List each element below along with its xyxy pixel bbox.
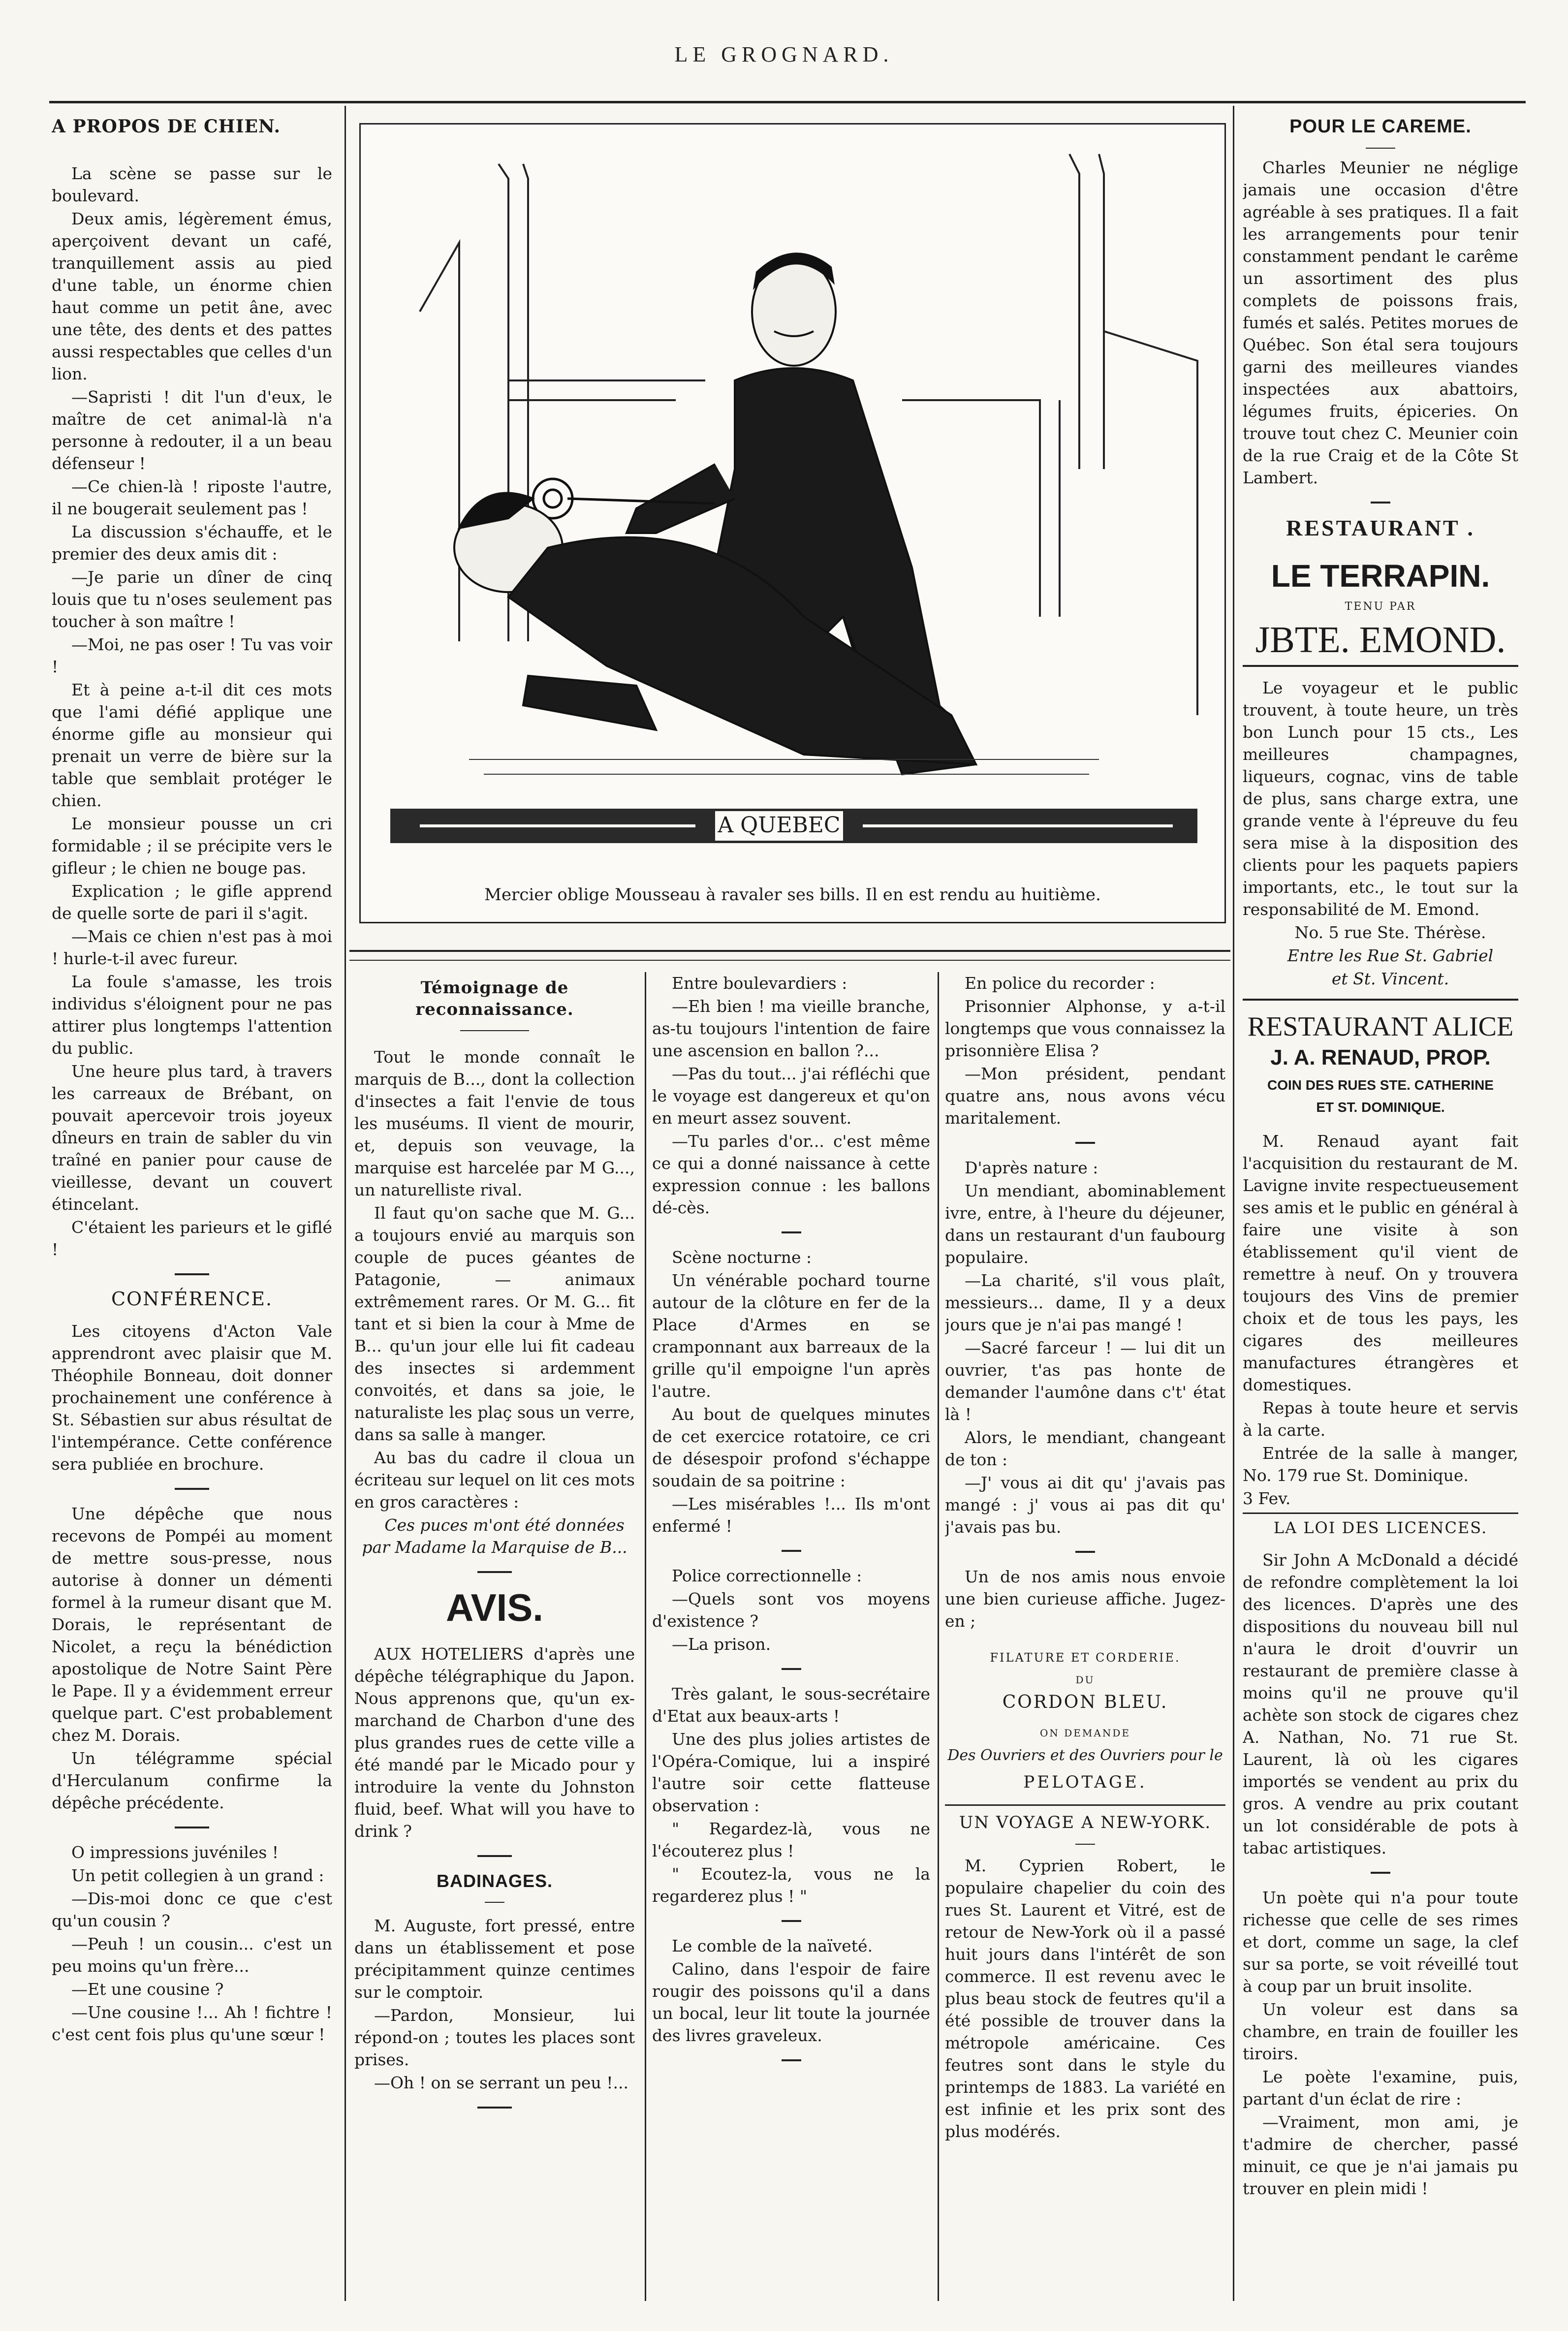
paragraph: Les citoyens d'Acton Vale apprendront avec plaisir que M. Théophile Bonneau, doit donner prochainement une conférence à St. Sébastien sur abus résultat de l'intempérance. Cette conférence sera publiée en brochure. <box>52 1322 332 1474</box>
paragraph: —J' vous ai dit qu' j'avais pas mangé : j' vous ai pas dit qu' j'avais pas bu. <box>945 1473 1225 1537</box>
article-title-badinages: BADINAGES. <box>436 1870 553 1891</box>
section-divider <box>1075 1844 1095 1845</box>
column-1 <box>52 111 332 2306</box>
alice-owner: J. A. RENAUD, PROP. <box>1270 1045 1491 1070</box>
paragraph: —Oh ! on se serrant un peu !... <box>374 2073 628 2092</box>
illustration-bottom-rule <box>349 960 1230 961</box>
paragraph: —Quels sont vos moyens d'existence ? <box>652 1589 930 1631</box>
article-title-careme: POUR LE CAREME. <box>1289 116 1472 137</box>
section-divider <box>782 2059 801 2061</box>
alice-name: RESTAURANT ALICE <box>1247 1011 1514 1042</box>
column-4 <box>945 972 1225 2301</box>
article-a-propos <box>52 162 332 1260</box>
paragraph: Un voleur est dans sa chambre, en train de fouiller les tiroirs. <box>1243 2000 1518 2064</box>
article-title-licences: LA LOI DES LICENCES. <box>1273 1518 1488 1538</box>
paragraph: Entre boulevardiers : <box>672 974 847 993</box>
quote: Ces puces m'ont été données par Madame la Marquise de B... <box>362 1515 627 1557</box>
address: Entre les Rue St. Gabriel <box>1287 946 1494 966</box>
article-title-conference: CONFÉRENCE. <box>111 1288 273 1310</box>
article-title-avis: AVIS. <box>446 1586 543 1629</box>
column-3 <box>652 972 930 2301</box>
paragraph: Le poète l'examine, puis, partant d'un éclat de rire : <box>1243 2067 1518 2109</box>
column-rule <box>345 106 346 2301</box>
paragraph: Un vénérable pochard tourne autour de la clôture en fer de la Place d'Armes en se cramponnant aux barreaux de la grille qu'il empoigne l'un après l'autre. <box>652 1271 930 1401</box>
paragraph: M. Cyprien Robert, le populaire chapelier du coin des rues St. Laurent et Vitré, est de retour de New-York où il a passé huit jours dans l'intérêt de son commerce. Il est revenu avec le plus beau stock de feutres qu'il a été possible de trouver dans la métropole américaine. Ces feutres sont dans le style du printemps de 1883. La variété en est infinie et les prix sont des plus modérés. <box>945 1856 1225 2141</box>
paragraph: Une des plus jolies artistes de l'Opéra-Comique, lui a inspiré l'autre soir cette flatteuse observation : <box>652 1730 930 1815</box>
paragraph: —Et une cousine ? <box>71 1980 224 1999</box>
paragraph: Tout le monde connaît le marquis de B..., dont la collection d'insectes a fait l'envie de tous les muséums. Il vient de mourir, et, depuis son veuvage, la marquise est harcelée par M G..., un naturelliste rival. <box>354 1047 635 1199</box>
affiche-poster <box>945 1647 1225 1794</box>
paragraph: Repas à toute heure et servis à la carte. <box>1243 1398 1518 1440</box>
paragraph: Prisonnier Alphonse, y a-t-il longtemps que vous connaissez la prisonnière Elisa ? <box>945 997 1225 1060</box>
paragraph: —Moi, ne pas oser ! Tu vas voir ! <box>52 635 332 676</box>
column-rule <box>645 972 646 2301</box>
paragraph: C'étaient les parieurs et le giflé ! <box>52 1218 332 1259</box>
restaurant-label: RESTAURANT . <box>1286 515 1475 540</box>
paragraph: La scène se passe sur le boulevard. <box>52 164 332 205</box>
cartoon-drawing <box>361 125 1224 922</box>
paragraph: —Tu parles d'or... c'est même ce qui a donné naissance à cette expression connue : les ballons dé-cès. <box>652 1132 930 1217</box>
paragraph: —La prison. <box>672 1635 771 1654</box>
section-divider <box>1075 1142 1095 1144</box>
affiche-line: Des Ouvriers et des Ouvriers pour le <box>947 1747 1223 1764</box>
paragraph: Alors, le mendiant, changeant de ton : <box>945 1428 1225 1469</box>
section-divider <box>945 1804 1225 1806</box>
column-rule <box>938 972 939 2301</box>
paragraph: Il faut qu'on sache que M. G... a toujours envié au marquis son couple de puces géantes de Patagonie, — animaux extrêmement rares. Or M. G... fit tant et si bien la cour à Mme de B... qu'un jour elle lui fit cadeau des insectes si ardemment convoités, et dans sa joie, le naturaliste les plaç sous un verre, dans sa salle à manger. <box>354 1203 635 1444</box>
paragraph: " Regardez-là, vous ne l'écouterez plus ! <box>652 1819 930 1860</box>
section-divider <box>477 1855 512 1857</box>
tenu-par-label: TENU PAR <box>1345 600 1416 613</box>
article-title-a-propos: A PROPOS DE CHIEN. <box>52 116 281 137</box>
paragraph: Calino, dans l'espoir de faire rougir des poissons qu'il a dans un bocal, leur lit toute la journée des livres graveleux. <box>652 1959 930 2045</box>
section-divider <box>175 1488 209 1490</box>
paragraph: Un petit collegien à un grand : <box>71 1866 324 1885</box>
paragraph: —Vraiment, mon ami, je t'admire de chercher, passé minuit, ce que je n'ai jamais pu trouver en plein midi ! <box>1243 2112 1518 2199</box>
paragraph: M. Renaud ayant fait l'acquisition du restaurant de M. Lavigne invite respectueusement ses amis et le public en général à faire une visite à son établissement qu'il vient de remettre à neuf. On y trouvera toujours des Vins de premier choix et de tous les pays, les cigares des meilleures manufactures étrangères et domestiques. <box>1243 1132 1518 1395</box>
section-divider <box>175 1827 209 1828</box>
paragraph: —Mon président, pendant quatre ans, nous avons vécu maritalement. <box>945 1064 1225 1128</box>
illustration-caption: Mercier oblige Mousseau à ravaler ses bills. Il en est rendu au huitième. <box>484 885 1101 905</box>
paragraph: Le voyageur et le public trouvent, à toute heure, un très bon Lunch pour 15 cts., Les meilleures champagnes, liqueurs, cognac, vins de table de plus, sans charge extra, une grande vente à l'épreuve du feu sera mise à la disposition des clients pour les paquets papiers importants, etc., le tout sur la responsabilité de M. Emond. <box>1243 678 1518 919</box>
paragraph: La discussion s'échauffe, et le premier des deux amis dit : <box>52 522 332 564</box>
paragraph: —Les misérables !... Ils m'ont enfermé ! <box>652 1494 930 1536</box>
terrapin-owner: JBTE. EMOND. <box>1243 621 1518 667</box>
section-divider <box>1371 502 1390 504</box>
section-divider <box>782 1668 801 1670</box>
masthead: LE GROGNARD. <box>674 42 894 66</box>
alice-address: COIN DES RUES STE. CATHERINE <box>1267 1077 1494 1093</box>
paragraph: —Pas du tout... j'ai réfléchi que le voyage est dangereux et qu'on en meurt assez souvent. <box>652 1064 930 1128</box>
paragraph: O impressions juvéniles ! <box>71 1843 279 1862</box>
terrapin-name: LE TERRAPIN. <box>1271 558 1490 594</box>
paragraph: Une heure plus tard, à travers les carreaux de Brébant, on pouvait apercevoir trois joyeux dîneurs en train de sabler du vin traîné en panier pour cause de vieillesse, devant un couvert étincelant. <box>52 1062 332 1214</box>
paragraph: Explication ; le gifle apprend de quelle sorte de pari il s'agit. <box>52 882 332 923</box>
paragraph: Sir John A McDonald a décidé de refondre complètement la loi des licences. D'après une des dispositions du nouveau bill nul n'aura le droit d'ouvrir un restaurant de première classe à moins qu'il ne prouve qu'il achète son stock de cigares chez A. Nathan, No. 71 rue St. Laurent, là où les cigares importés se vendent au prix du gros. A vendre au prix coutant un lot considérable de pots à tabac artistiques. <box>1243 1550 1518 1858</box>
illustration-bottom-rule <box>349 950 1230 952</box>
paragraph: —Pardon, Monsieur, lui répond-on ; toutes les places sont prises. <box>354 2005 635 2069</box>
paragraph: —Je parie un dîner de cinq louis que tu n'oses seulement pas toucher à son maître ! <box>52 567 332 631</box>
paragraph: Au bas du cadre il cloua un écriteau sur lequel on lit ces mots en gros caractères : <box>354 1448 635 1512</box>
paragraph: Une dépêche que nous recevons de Pompéi au moment de mettre sous-presse, nous autorise à donner un démenti formel à la rumeur disant que M. Dorais, le représentant de Nicolet, a reçu la bénédiction apostolique de Notre Saint Père le Pape. Il y a évidemment erreur quelque part. C'est probablement chez M. Dorais. <box>52 1504 332 1745</box>
article-title-voyage: UN VOYAGE A NEW-YORK. <box>959 1813 1212 1832</box>
column-2 <box>354 972 635 2301</box>
paragraph: —Dis-moi donc ce que c'est qu'un cousin ? <box>52 1889 332 1930</box>
section-divider <box>477 2107 512 2109</box>
address: No. 5 rue Ste. Thérèse. <box>1294 923 1486 943</box>
section-divider <box>485 1902 504 1903</box>
paragraph: Deux amis, légèrement émus, aperçoivent devant un café, tranquillement assis au pied d'une table, un énorme chien haut comme un petit âne, avec une tête, des dents et des pattes aussi respectables que celles d'un lion. <box>52 209 332 383</box>
top-rule <box>49 101 1526 103</box>
paragraph: Entrée de la salle à manger, No. 179 rue St. Dominique. <box>1243 1444 1518 1485</box>
paragraph: Un poète qui n'a pour toute richesse que celle de ses rimes et dort, comme un sage, la clef sur sa porte, se voit réveillé tout à coup par un bruit insolite. <box>1243 1888 1518 1996</box>
address: et St. Vincent. <box>1331 969 1449 989</box>
cartoon-illustration <box>359 123 1226 923</box>
affiche-line: CORDON BLEU. <box>1002 1692 1168 1712</box>
paragraph: 3 Fev. <box>1243 1489 1291 1509</box>
article-title-temoignage: Témoignage de reconnaissance. <box>415 978 574 1019</box>
paragraph: Très galant, le sous-secrétaire d'Etat aux beaux-arts ! <box>652 1684 930 1726</box>
paragraph: La foule s'amasse, les trois individus s'éloignent pour ne pas attirer plus longtemps l'attention du public. <box>52 972 332 1058</box>
paragraph: Au bout de quelques minutes de cet exercice rotatoire, ce cri de désespoir profond s'échappe soudain de sa poitrine : <box>652 1405 930 1490</box>
paragraph: —Eh bien ! ma vieille branche, as-tu toujours l'intention de faire une ascension en ballon ?... <box>652 997 930 1060</box>
section-divider <box>175 1273 209 1275</box>
paragraph: —Sacré farceur ! — lui dit un ouvrier, t'as pas honte de demander l'aumône dans c't' état là ! <box>945 1338 1225 1424</box>
paragraph: —La charité, s'il vous plaît, messieurs... dame, Il y a deux jours que je n'ai pas mangé ! <box>945 1271 1225 1334</box>
section-divider <box>477 1571 512 1573</box>
affiche-line: FILATURE ET CORDERIE. <box>990 1651 1181 1665</box>
section-divider <box>782 1231 801 1233</box>
paragraph: Le monsieur pousse un cri formidable ; il se précipite vers le gifleur ; le chien ne bouge pas. <box>52 814 332 878</box>
affiche-line: DU <box>1075 1674 1095 1686</box>
alice-address: ET ST. DOMINIQUE. <box>1316 1100 1445 1115</box>
paragraph: En police du recorder : <box>965 974 1155 993</box>
paragraph: —Sapristi ! dit l'un d'eux, le maître de cet animal-là n'a personne à redouter, il a un beau défenseur ! <box>52 387 332 473</box>
column-5 <box>1243 111 1518 2306</box>
affiche-line: PELOTAGE. <box>1023 1772 1147 1792</box>
paragraph: —Une cousine !... Ah ! fichtre ! c'est cent fois plus qu'une sœur ! <box>52 2003 332 2044</box>
paragraph: Un télégramme spécial d'Herculanum confirme la dépêche précédente. <box>52 1749 332 1812</box>
banner-text: A QUEBEC <box>718 813 841 838</box>
paragraph: M. Auguste, fort pressé, entre dans un établissement et pose précipitamment quinze centimes sur le comptoir. <box>354 1916 635 2002</box>
paragraph: " Ecoutez-la, vous ne la regarderez plus ! " <box>652 1864 930 1906</box>
paragraph: —Ce chien-là ! riposte l'autre, il ne bougerait seulement pas ! <box>52 477 332 518</box>
section-divider <box>782 1550 801 1552</box>
affiche-line: ON DEMANDE <box>1040 1727 1130 1739</box>
section-divider <box>460 1030 529 1031</box>
paragraph: AUX HOTELIERS d'après une dépêche télégraphique du Japon. Nous apprenons que, qu'un ex-marchand de Charbon d'une des plus grandes rues de cette ville a été mandé par le Micado pour y introduire la vente du Johnston fluid, beef. What will you have to drink ? <box>354 1644 635 1841</box>
paragraph: —Mais ce chien n'est pas à moi ! hurle-t-il avec fureur. <box>52 927 332 968</box>
paragraph: Police correctionnelle : <box>672 1566 862 1585</box>
paragraph: Un de nos amis nous envoie une bien curieuse affiche. Jugez-en ; <box>945 1567 1225 1631</box>
paragraph: Et à peine a-t-il dit ces mots que l'ami défié applique une énorme gifle au monsieur qui prenait un verre de bière sur la table que semblait protéger le chien. <box>52 680 332 810</box>
paragraph: Scène nocturne : <box>672 1248 812 1267</box>
section-divider <box>1366 148 1395 149</box>
paragraph: D'après nature : <box>965 1158 1098 1177</box>
paragraph: Charles Meunier ne néglige jamais une occasion d'être agréable à ses pratiques. Il a fait les arrangements pour tenir constamment pendant le carême un assortiment des plus complets de poissons frais, fumés et salés. Petites morues de Québec. Son étal sera toujours garni des meilleures viandes inspectées aux abattoirs, légumes fruits, épiceries. On trouve tout chez C. Meunier coin de la rue Craig et de la Côte St Lambert. <box>1243 158 1518 487</box>
paragraph: Un mendiant, abominablement ivre, entre, à l'heure du déjeuner, dans un restaurant d'un faubourg populaire. <box>945 1181 1225 1267</box>
paragraph: Le comble de la naïveté. <box>672 1936 873 1955</box>
paragraph: —Peuh ! un cousin... c'est un peu moins qu'un frère... <box>52 1934 332 1976</box>
column-rule <box>1233 106 1234 2301</box>
section-divider <box>782 1920 801 1922</box>
section-divider <box>1243 999 1518 1001</box>
section-divider <box>1243 1512 1518 1514</box>
section-divider <box>1371 1872 1390 1874</box>
section-divider <box>1075 1551 1095 1553</box>
